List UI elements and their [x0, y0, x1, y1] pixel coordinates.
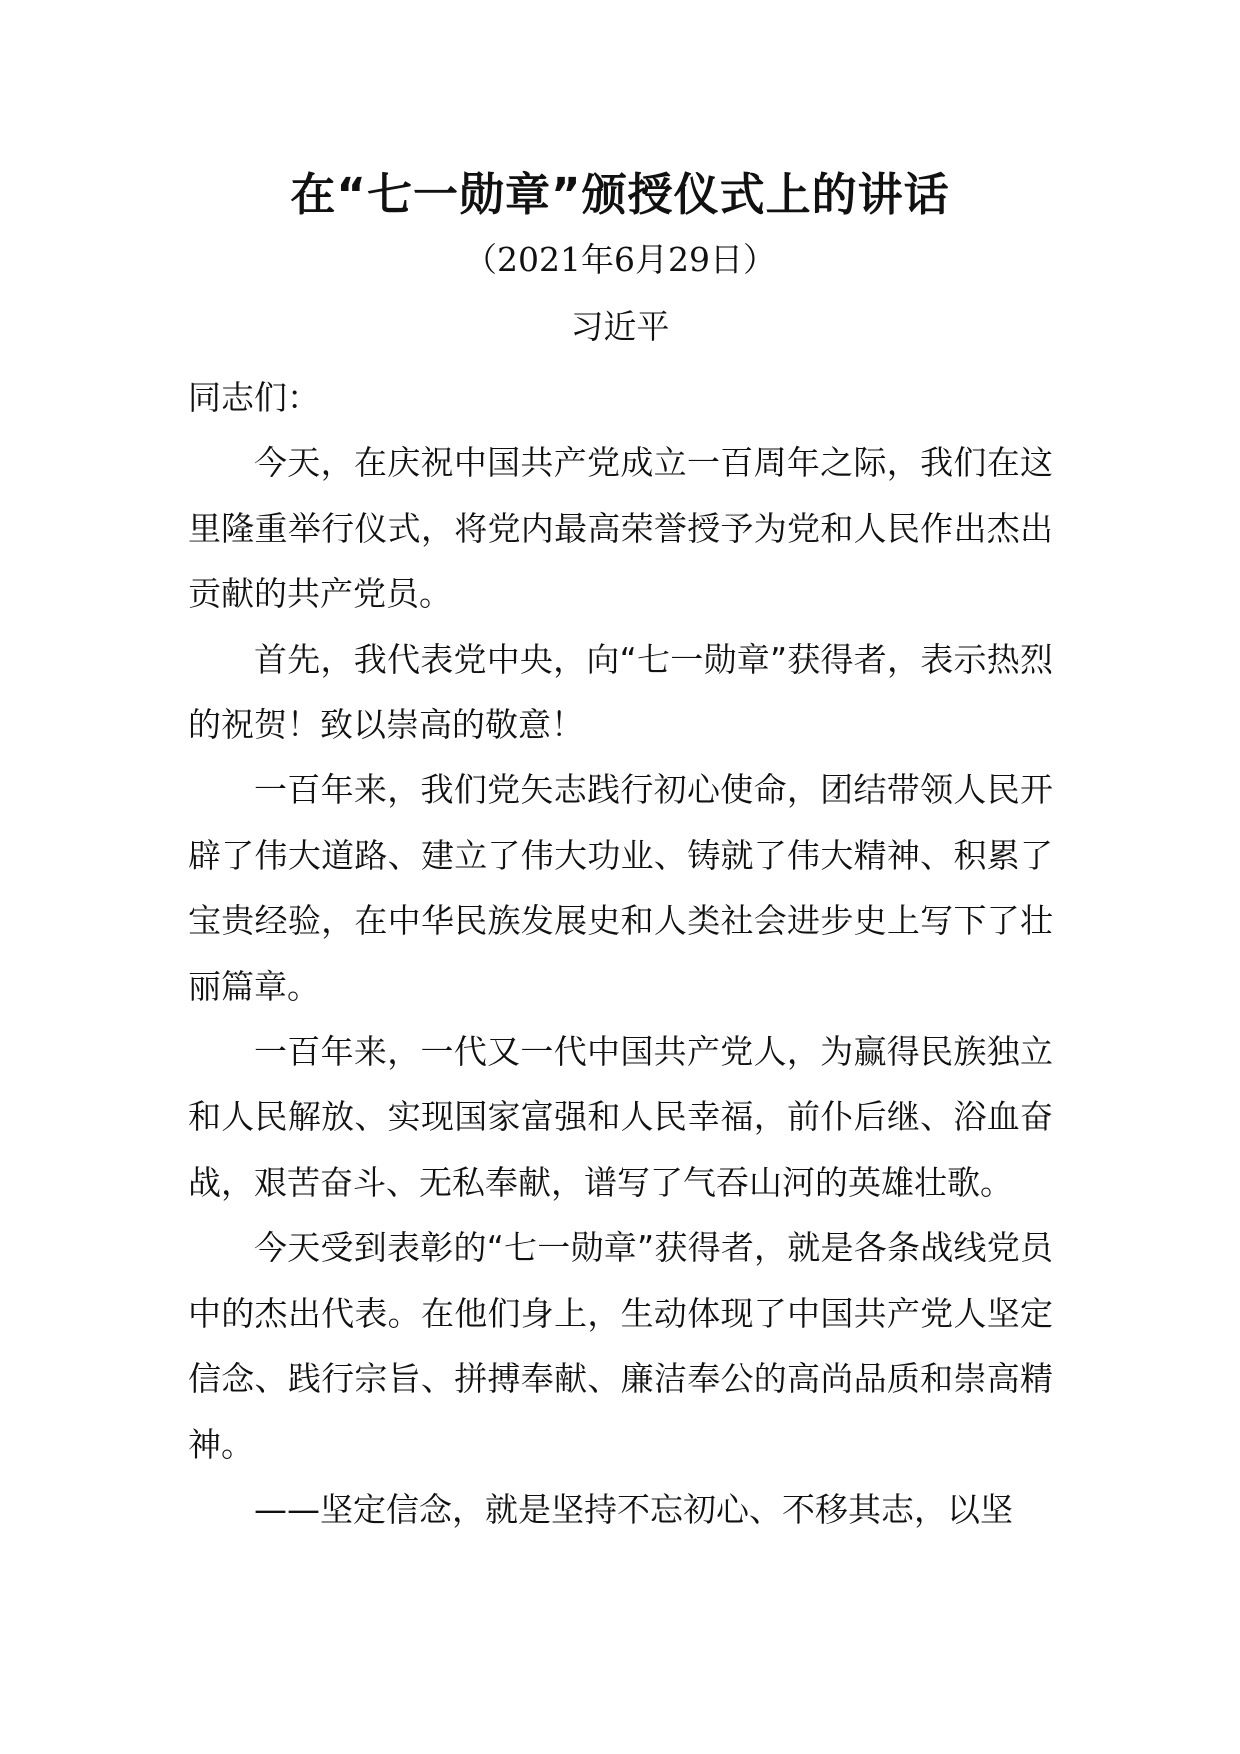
document-body [188, 365, 1053, 1542]
document-title: 在“七一勋章”颁授仪式上的讲话 [290, 168, 950, 221]
paragraph: 今天，在庆祝中国共产党成立一百周年之际，我们在这里隆重举行仪式，将党内最高荣誉授予为党和人民作出杰出贡献的共产党员。 [188, 443, 1053, 614]
paragraph: 今天受到表彰的“七一勋章”获得者，就是各条战线党员中的杰出代表。在他们身上，生动体现了中国共产党人坚定信念、践行宗旨、拼搏奉献、廉洁奉公的高尚品质和崇高精神。 [188, 1228, 1053, 1464]
author-name: 习近平 [570, 307, 670, 346]
paragraph: 一百年来，我们党矢志践行初心使命，团结带领人民开辟了伟大道路、建立了伟大功业、铸就了伟大精神、积累了宝贵经验，在中华民族发展史和人类社会进步史上写下了壮丽篇章。 [188, 770, 1053, 1006]
paragraph: ——坚定信念，就是坚持不忘初心、不移其志，以坚 [254, 1489, 1013, 1529]
salutation: 同志们： [188, 378, 320, 417]
speech-date: （2021年6月29日） [464, 240, 776, 279]
paragraph: 首先，我代表党中央，向“七一勋章”获得者，表示热烈的祝贺！致以崇高的敬意！ [188, 639, 1053, 745]
paragraph: 一百年来，一代又一代中国共产党人，为赢得民族独立和人民解放、实现国家富强和人民幸福，前仆后继、浴血奋战，艰苦奋斗、无私奉献，谱写了气吞山河的英雄壮歌。 [188, 1032, 1053, 1202]
